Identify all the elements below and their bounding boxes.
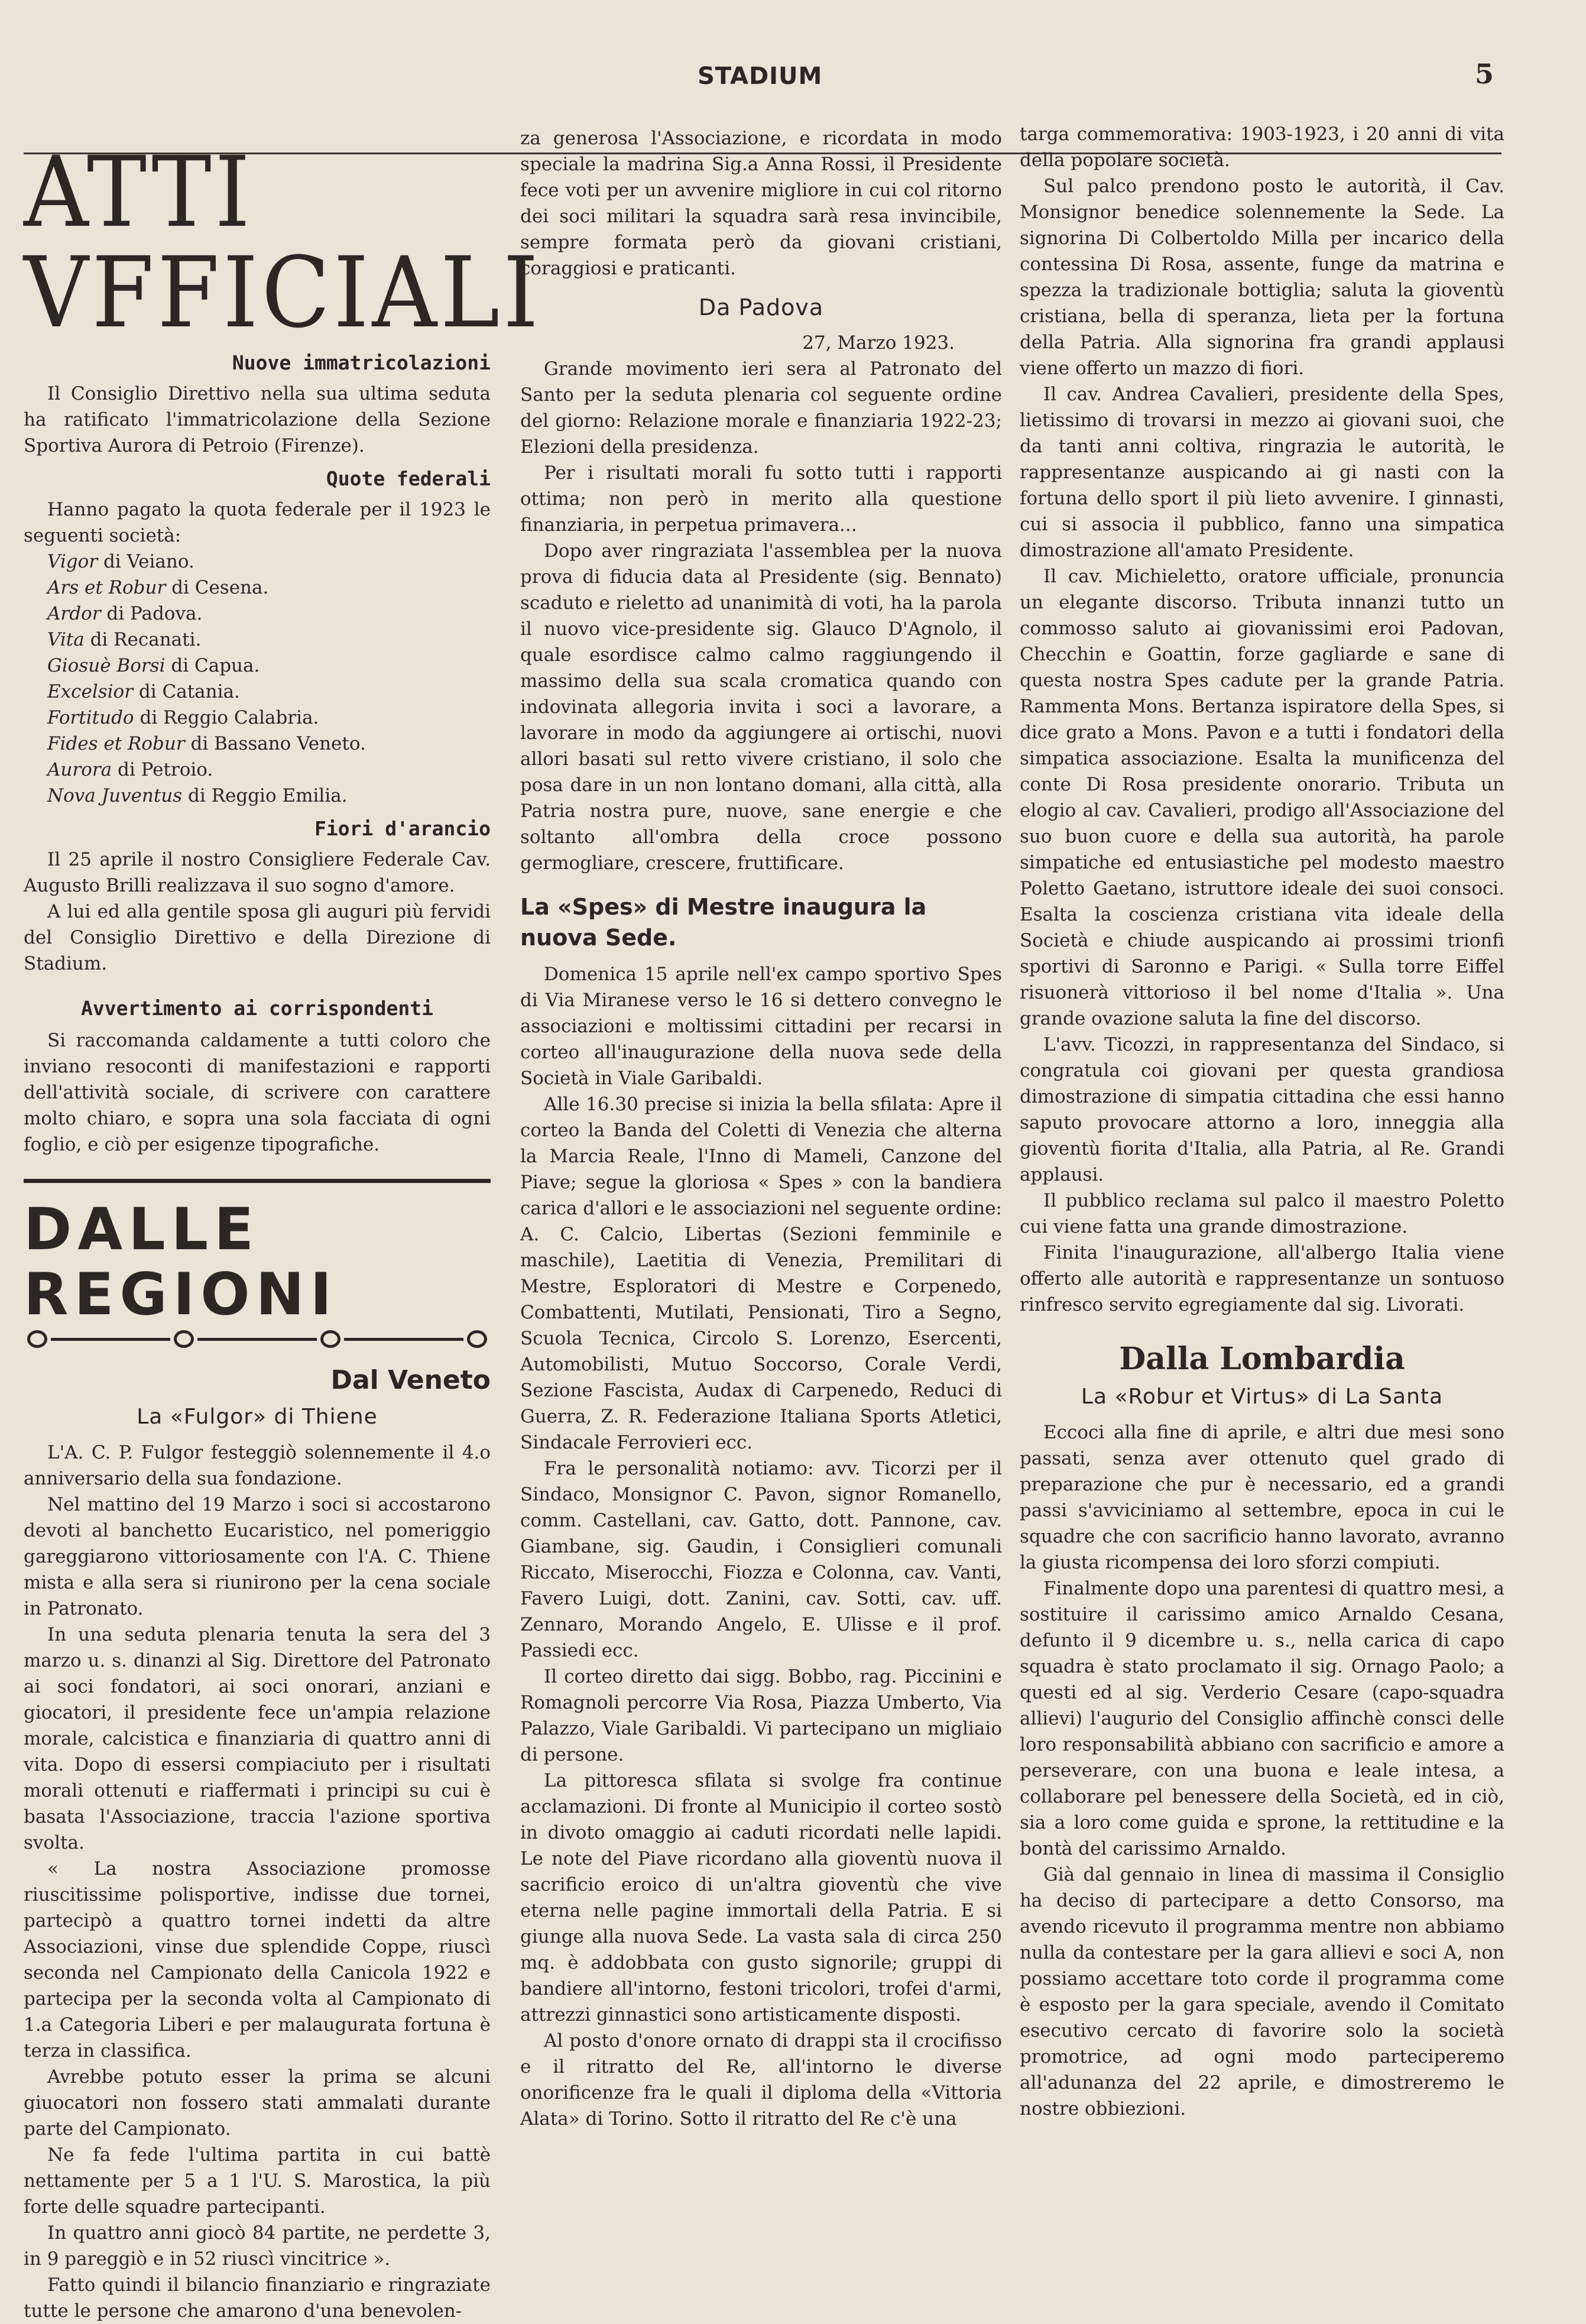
paragraph: L'avv. Ticozzi, in rappresentanza del Sindaco, si congratula coi giovani per questa grandiosa dimostrazione di simpatia cittadina che essi hanno saputo provocare attorno a loro, inneggia alla gioventù fiorita d'Italia, alla Patria, al Re. Grandi applausi. [1020, 1034, 1504, 1185]
subheading-immatricolazioni: Nuove immatricolazioni [232, 351, 491, 374]
ornament-knot-icon [27, 1330, 47, 1348]
paragraph: A lui ed alla gentile sposa gli auguri più fervidi del Consiglio Direttivo e della Direzione di Stadium. [24, 901, 491, 974]
paragraph: Avrebbe potuto esser la prima se alcuni giuocatori non fossero stati ammalati durante parte del Campionato. [24, 2066, 491, 2140]
ornament-knot-icon [174, 1330, 194, 1348]
paragraph: Per i risultati morali fu sotto tutti i rapporti ottima; non però in merito alla questione finanziaria, in perpetua primavera... [520, 462, 1002, 536]
ornament-knot-icon [467, 1330, 487, 1348]
list-item: Fides et Robur di Bassano Veneto. [47, 733, 366, 754]
paragraph: Hanno pagato la quota federale per il 1923 le seguenti società: [24, 499, 491, 546]
region-heading-veneto: Dal Veneto [330, 1365, 491, 1395]
paragraph: Nel mattino del 19 Marzo i soci si accostarono devoti al banchetto Eucaristico, nel pomeriggio gareggiarono vittoriosamente con l'A. C. Thiene mista e alla sera si riunirono per la cena sociale in Patronato. [24, 1494, 491, 1619]
list-item: Aurora di Petroio. [47, 759, 213, 780]
page-number: 5 [1475, 58, 1494, 90]
dalle-regioni-banner: DALLE REGIONI [24, 1196, 338, 1328]
paragraph: Fra le personalità notiamo: avv. Ticorzi per il Sindaco, Monsignor C. Pavon, signor Romanello, comm. Castellani, cav. Gatto, dott. Pannone, cav. Giambane, sig. Gaudin, i Consiglieri comunali Riccato, Miserocchi, Fiozza e Colonna, cav. Vanti, Favero Luigi, dott. Zanini, cav. Sotti, cav. uff. Zennaro, Morando Angelo, E. Ulisse e il prof. Passiedi ecc. [520, 1458, 1002, 1661]
paragraph: Domenica 15 aprile nell'ex campo sportivo Spes di Via Miranese verso le 16 si dettero convegno le associazioni e moltissimi cittadini per recarsi in corteo all'inaugurazione della nuova sede della Società in Viale Garibaldi. [520, 964, 1002, 1089]
paragraph: Il cav. Michieletto, oratore ufficiale, pronuncia un elegante discorso. Tributa innanzi tutto un commosso saluto ai giovanissimi eroi Padovan, Checchin e Goattin, forze gagliarde e sane di questa nostra Spes cadute per la grande Patria. Rammenta Mons. Bertanza ispiratore della Spes, si dice grato a Mons. Pavon e a tutti i fondatori della simpatica associazione. Esalta la munificenza del conte Di Rosa presidente onorario. Tributa un elogio al cav. Cavalieri, prodigo all'Associazione del suo buon cuore e della sua autorità, ha parole simpatiche ed entusiastiche pel modesto maestro Poletto Gaetano, istruttore ideale dei suoi consoci. Esalta la coscienza cristiana vita ideale della Società e chiude auspicando ai prossimi trionfi sportivi di Saronno e Parigi. « Sulla torre Eiffel risuonerà vittorioso il bel nome d'Italia ». Una grande ovazione saluta la fine del discorso. [1020, 566, 1504, 1029]
list-item: Nova Juventus di Reggio Emilia. [47, 785, 348, 806]
running-title: STADIUM [698, 63, 823, 90]
paragraph: Il pubblico reclama sul palco il maestro Poletto cui viene fatta una grande dimostrazione. [1020, 1190, 1504, 1237]
section-divider [24, 1179, 491, 1183]
paragraph: L'A. C. P. Fulgor festeggiò solennemente il 4.o anniversario della sua fondazione. [24, 1442, 491, 1489]
article-heading-padova: Da Padova [698, 294, 824, 320]
subheading-avvertimento: Avvertimento ai corrispondenti [80, 997, 434, 1020]
paragraph: targa commemorativa: 1903-1923, i 20 anni di vita della popolare società. [1020, 124, 1504, 171]
paragraph: Finita l'inaugurazione, all'albergo Italia viene offerto alle autorità e rappresentanze un sontuoso rinfresco servito egregiamente dal sig. Livorati. [1020, 1242, 1504, 1315]
paragraph: Il 25 aprile il nostro Consigliere Federale Cav. Augusto Brilli realizzava il suo sogno d'amore. [24, 849, 491, 896]
paragraph: Il corteo diretto dai sigg. Bobbo, rag. Piccinini e Romagnoli percorre Via Rosa, Piazza Umberto, Via Palazzo, Viale Garibaldi. Vi partecipano un migliaio di persone. [520, 1666, 1002, 1765]
club-list [24, 549, 491, 809]
paragraph: Già dal gennaio in linea di massima il Consiglio ha deciso di partecipare a detto Consorso, ma avendo ricevuto il programma mentre non abbiamo nulla da contestare per la gara allievi e soci A, non possiamo accettare toto corde il programma come è esposto per la gara speciale, avendo il Comitato esecutivo cercato di favorire solo la società promotrice, ad ogni modo parteciperemo all'adunanza del 22 aprile, e dimostreremo le nostre obbiezioni. [1020, 1864, 1504, 2119]
article-heading-fulgor: La «Fulgor» di Thiene [137, 1405, 378, 1429]
column-1 [24, 130, 542, 2324]
subheading-quote-federali: Quote federali [326, 467, 491, 490]
column-3 [1020, 121, 1504, 2122]
paragraph: In una seduta plenaria tenuta la sera del 3 marzo u. s. dinanzi al Sig. Direttore del Patronato ai soci fondatori, ai soci onorari, anziani e giocatori, il presidente fece un'ampia relazione morale, calcistica e finanziaria di quattro anni di vita. Dopo di essersi compiaciuto per i risultati morali ottenuti e riaffermati i principi su cui è basata l'Associazione, traccia l'azione sportiva svolta. [24, 1624, 491, 1853]
paragraph: Grande movimento ieri sera al Patronato del Santo per la seduta plenaria col seguente ordine del giorno: Relazione morale e finanziaria 1922-23; Elezioni della presidenza. [520, 358, 1002, 458]
list-item: Vigor di Veiano. [47, 551, 194, 572]
running-header [0, 58, 1586, 93]
subheading-fiori-darancio: Fiori d'arancio [314, 817, 491, 840]
paragraph: Al posto d'onore ornato di drappi sta il crocifisso e il ritratto del Re, all'intorno le diverse onorificenze fra le quali il diploma della «Vittoria Alata» di Torino. Sotto il ritratto del Re c'è una [520, 2030, 1002, 2129]
paragraph: In quattro anni giocò 84 partite, ne perdette 3, in 9 pareggiò e in 52 riuscì vincitrice ». [24, 2222, 491, 2270]
paragraph: Il cav. Andrea Cavalieri, presidente della Spes, lietissimo di trovarsi in mezzo ai giovani suoi, che da tanti anni coltiva, ringrazia le autorità, le rappresentanze auspicando ai gi nasti con la fortuna dello sport il più lieto avvenire. I ginnasti, cui si associa il pubblico, fanno una simpatica dimostrazione all'amato Presidente. [1020, 384, 1504, 561]
article-heading-robur: La «Robur et Virtus» di La Santa [1081, 1385, 1444, 1409]
paragraph: La pittoresca sfilata si svolge fra continue acclamazioni. Di fronte al Municipio il corteo sostò in divoto omaggio ai caduti ricordati nelle lapidi. Le note del Piave ricordano alla gioventù nuova il sacrificio eroico di un'altra gioventù che vive eterna nelle pagine immortali della Patria. E si giunge alla nuova Sede. La vasta sala di circa 250 mq. è addobbata con gusto signorile; gruppi di bandiere all'intorno, festoni tricolori, trofei d'armi, attrezzi ginnastici sono artisticamente disposti. [520, 1770, 1002, 2025]
list-item: Fortitudo di Reggio Calabria. [47, 707, 319, 728]
paragraph: Finalmente dopo una parentesi di quattro mesi, a sostituire il carissimo amico Arnaldo Cesana, defunto il 9 dicembre u. s., nella carica di capo squadra è stato proclamato il sig. Ornago Paolo; a questi ed al sig. Verderio Cesare (capo-squadra allievi) l'augurio del Consiglio affinchè consci delle loro responsabilità abbiano con sacrificio e amore a perseverare, con una buona e leale intesa, a collaborare pel benessere della Società, ed in ciò, sia a loro come guida e sprone, la rettitudine e la bontà del carissimo Arnaldo. [1020, 1578, 1504, 1859]
article-heading-spes: La «Spes» di Mestre inaugura la nuova Sede. [520, 894, 927, 951]
dateline: 27, Marzo 1923. [802, 332, 955, 354]
column-2 [520, 125, 1002, 2132]
list-item: Vita di Recanati. [47, 629, 202, 650]
paragraph: Alle 16.30 precise si inizia la bella sfilata: Apre il corteo la Banda del Coletti di Venezia che alterna la Marcia Reale, l'Inno di Mameli, Canzone del Piave; segue la gloriosa « Spes » con la bandiera carica d'allori e le associazioni nel seguente ordine: A. C. Calcio, Libertas (Sezioni femminile e maschile), Laetitia di Venezia, Premilitari di Mestre, Esploratori di Mestre e Corpenedo, Combattenti, Mutilati, Pensionati, Tiro a Segno, Scuola Tecnica, Circolo S. Lorenzo, Esercenti, Automobilisti, Mutuo Soccorso, Corale Verdi, Sezione Fascista, Audax di Carpenedo, Reduci di Guerra, Z. R. Federazione Italiana Sports Atletici, Sindacale Ferrovieri ecc. [520, 1094, 1002, 1453]
paragraph: za generosa l'Associazione, e ricordata in modo speciale la madrina Sig.a Anna Rossi, il Presidente fece voti per un avvenire migliore in cui col ritorno dei soci militari la squadra sarà resa invincibile, sempre formata però da giovani cristiani, coraggiosi e praticanti. [520, 128, 1002, 279]
paragraph: Sul palco prendono posto le autorità, il Cav. Monsignor benedice solennemente la Sede. La signorina Di Colbertoldo Milla per incarico della contessina Di Rosa, assente, funge da matrina e spezza la tradizionale bottiglia; saluta la gioventù cristiana, bella di speranza, lieta per la fortuna della Patria. Alla signorina fra grandi applausi viene offerto un mazzo di fiori. [1020, 176, 1504, 379]
ornament-knot-icon [320, 1330, 340, 1348]
masthead-atti-ufficiali: ATTI VFFICIALI [24, 135, 542, 349]
paragraph: « La nostra Associazione promosse riuscitissime polisportive, indisse due tornei, partecipò a quattro tornei indetti da altre Associazioni, vinse due splendide Coppe, riuscì seconda nel Campionato della Canicola 1922 e partecipa per la seconda volta al Campionato di 1.a Categoria Liberi e per malaugurata fortuna è terza in classifica. [24, 1858, 491, 2062]
paragraph: Il Consiglio Direttivo nella sua ultima seduta ha ratificato l'immatricolazione della Sezione Sportiva Aurora di Petroio (Firenze). [24, 383, 491, 456]
paragraph: Ne fa fede l'ultima partita in cui battè nettamente per 5 a 1 l'U. S. Marostica, la più forte delle squadre partecipanti. [24, 2144, 491, 2218]
region-heading-lombardia: Dalla Lombardia [1119, 1341, 1405, 1377]
paragraph: Dopo aver ringraziata l'assemblea per la nuova prova di fiducia data al Presidente (sig. Bennato) scaduto e rieletto ad unanimità di voti, ha la parola il nuovo vice-presidente sig. Glauco D'Agnolo, il quale esordisce calmo calmo raggiungendo il massimo della sua scala cromatica quando con indovinata allegoria invita i soci a lavorare, a lavorare in modo da aggiungere ai ortischi, nuovi allori basati sul retto vivere cristiano, il solo che posa dare in un non lontano domani, alla città, alla Patria nostra pure, nuove, sane energie e che soltanto all'ombra della croce possono germogliare, crescere, fruttificare. [520, 540, 1002, 874]
ornament-divider [24, 1327, 491, 1351]
paragraph: Eccoci alla fine di aprile, e altri due mesi sono passati, senza aver ottenuto quel grado di preparazione che pur è necessario, ed a grandi passi s'avviciniamo al settembre, epoca in cui le squadre che con sacrificio hanno lavorato, avranno la giusta ricompensa dei loro sforzi compiuti. [1020, 1422, 1504, 1573]
paragraph: Si raccomanda caldamente a tutti coloro che inviano resoconti di manifestazioni e rapporti dell'attività sociale, di scrivere con carattere molto chiaro, e sopra una sola facciata di ogni foglio, e ciò per esigenze tipografiche. [24, 1030, 491, 1155]
list-item: Giosuè Borsi di Capua. [47, 655, 260, 676]
list-item: Ars et Robur di Cesena. [47, 577, 269, 598]
list-item: Ardor di Padova. [47, 603, 203, 624]
paragraph: Fatto quindi il bilancio finanziario e ringraziate tutte le persone che amarono d'una benevolen- [24, 2274, 491, 2322]
list-item: Excelsior di Catania. [47, 681, 240, 702]
